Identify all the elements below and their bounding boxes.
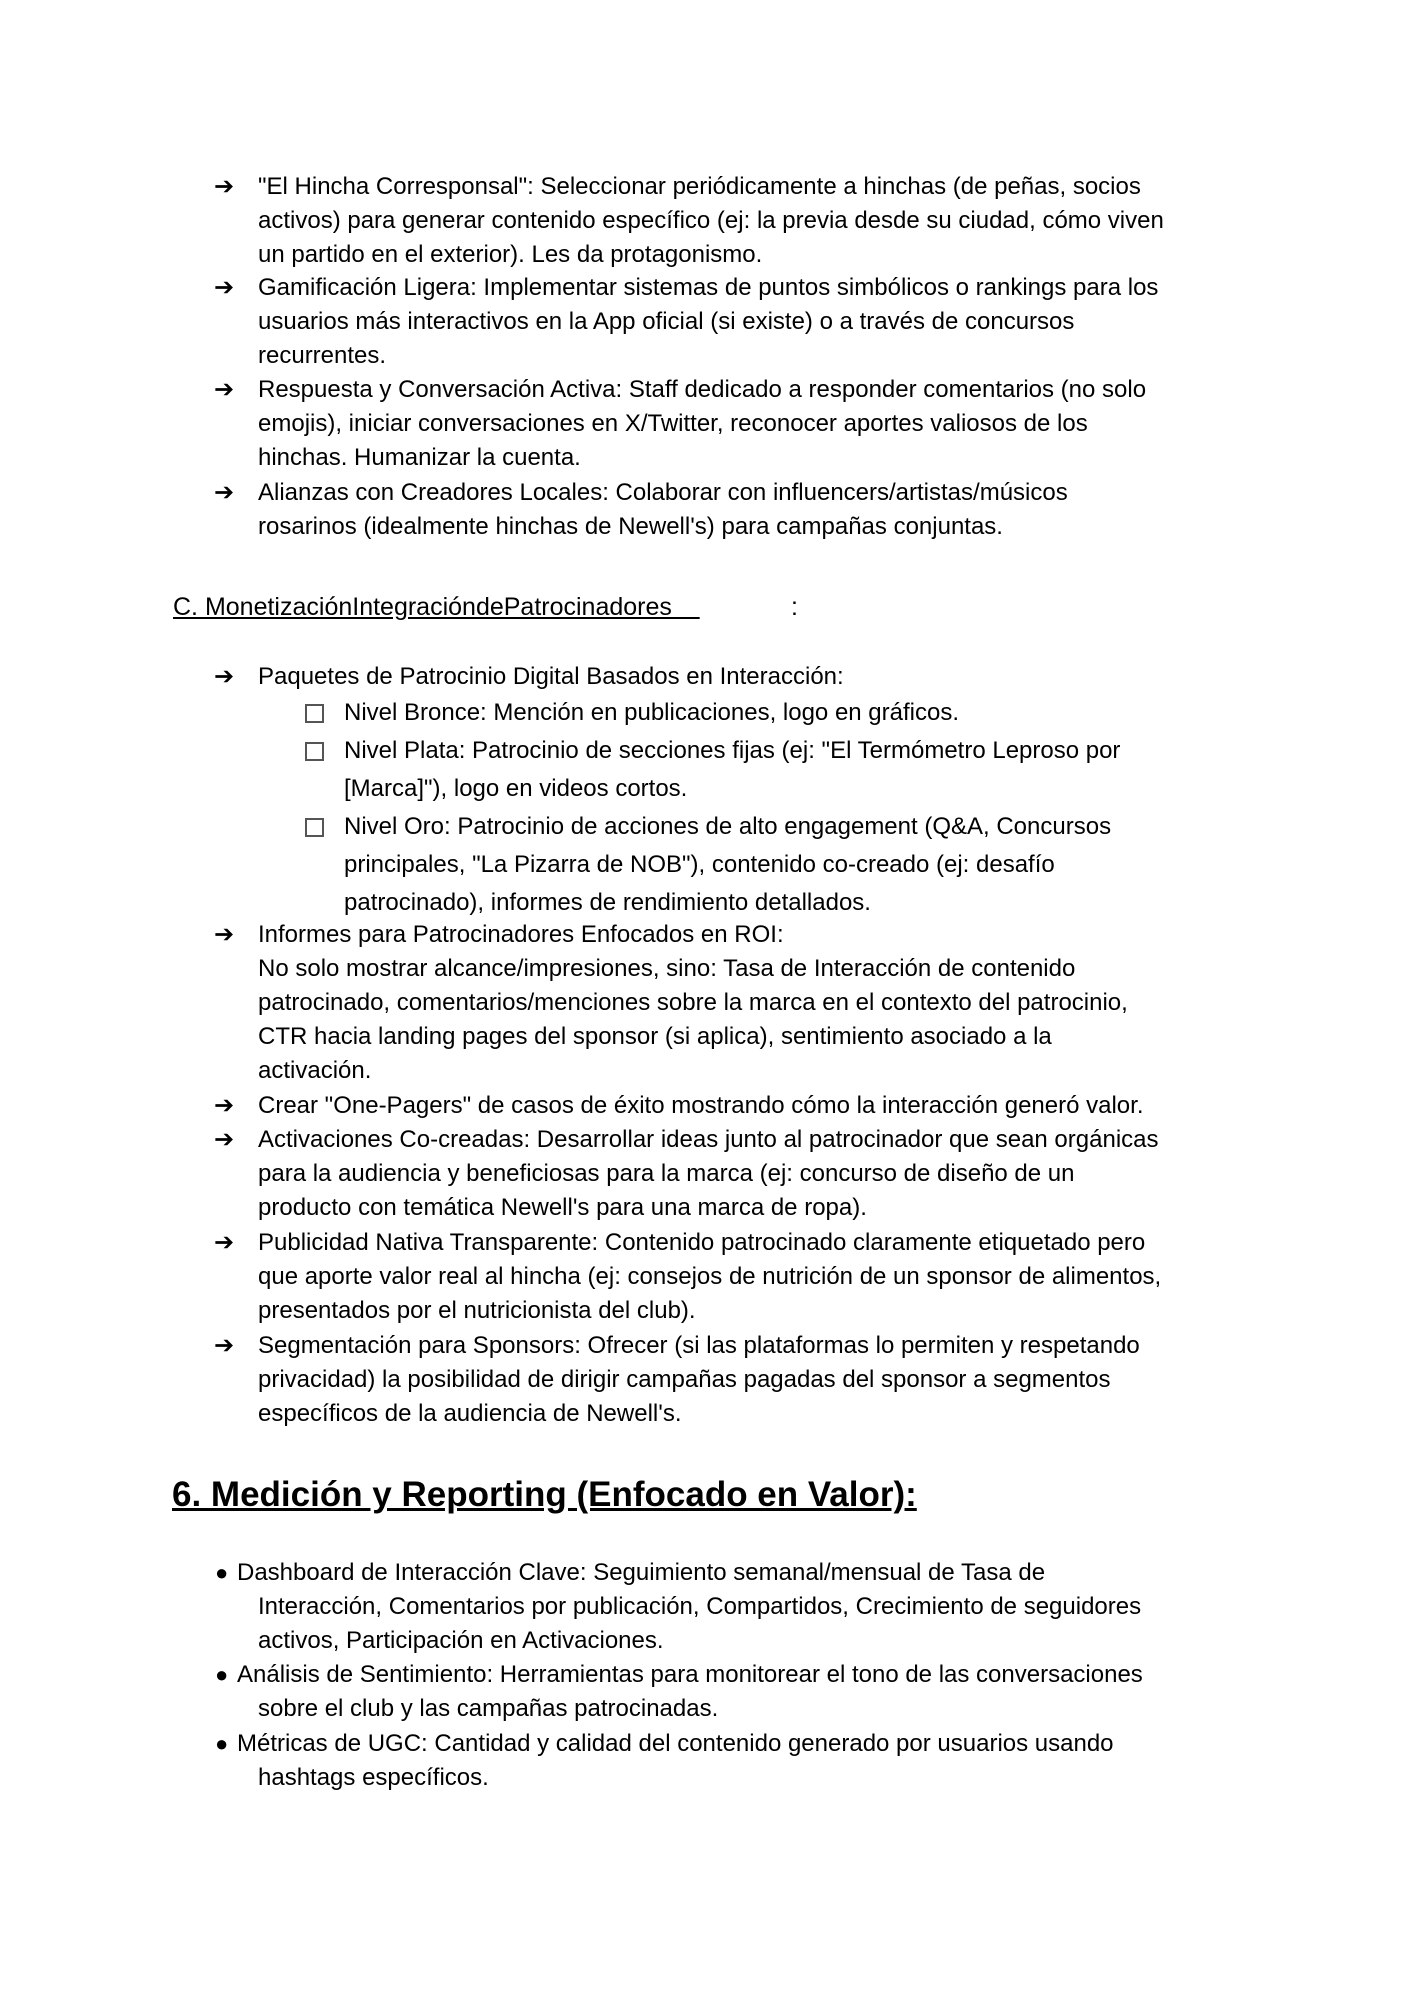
list-item: Publicidad Nativa Transparente: Contenido patrocinado claramente etiquetado pero que aporte valor real al hincha (ej: consejos de nutrición de un sponsor de alimentos, presentados por el nutricionista del club). [258, 1229, 1162, 1324]
list-item: Informes para Patrocinadores Enfocados en ROI: No solo mostrar alcance/impresiones, sino: Tasa de Interacción de contenido patrocinado, comentarios/menciones sobre la marca en el contexto del patrocinio, CTR hacia landing pages del sponsor (si aplica), sentimiento asociado a la activación. [258, 921, 1128, 1084]
arrow-icon: ➔ [214, 274, 235, 301]
arrow-icon: ➔ [214, 173, 235, 200]
checkbox-icon [305, 742, 324, 761]
list-item: Dashboard de Interacción Clave: Seguimiento semanal/mensual de Tasa de Interacción, Comentarios por publicación, Compartidos, Crecimiento de seguidores activos, Participación en Activaciones. [237, 1559, 1142, 1654]
list-item: Métricas de UGC: Cantidad y calidad del contenido generado por usuarios usando hashtags específicos. [237, 1730, 1114, 1791]
list-item: Activaciones Co-creadas: Desarrollar ideas junto al patrocinador que sean orgánicas para la audiencia y beneficiosas para la marca (ej: concurso de diseño de un producto con temática Newell's para una marca de ropa). [258, 1126, 1159, 1221]
arrow-icon: ➔ [214, 1332, 235, 1359]
package-bronce: Nivel Bronce: Mención en publicaciones, logo en gráficos. [344, 699, 960, 726]
package-oro: Nivel Oro: Patrocinio de acciones de alto engagement (Q&A, Concursos principales, "La Pizarra de NOB"), contenido co-creado (ej: desafío patrocinado), informes de rendimiento detallados. [344, 813, 1112, 916]
list-item: Alianzas con Creadores Locales: Colaborar con influencers/artistas/músicos rosarinos (idealmente hinchas de Newell's) para campañas conjuntas. [258, 479, 1068, 540]
list-item: Análisis de Sentimiento: Herramientas para monitorear el tono de las conversaciones sobre el club y las campañas patrocinadas. [237, 1661, 1143, 1722]
arrow-icon: ➔ [214, 1126, 235, 1153]
bullet-icon: ● [215, 1731, 229, 1756]
arrow-icon: ➔ [214, 376, 235, 403]
bullet-icon: ● [215, 1662, 229, 1687]
checkbox-icon [305, 704, 324, 723]
arrow-icon: ➔ [214, 1229, 235, 1256]
package-plata: Nivel Plata: Patrocinio de secciones fijas (ej: "El Termómetro Leproso por [Marca]"), logo en videos cortos. [344, 737, 1121, 802]
list-item: Segmentación para Sponsors: Ofrecer (si las plataformas lo permiten y respetando privacidad) la posibilidad de dirigir campañas pagadas del sponsor a segmentos específicos de la audiencia de Newell's. [258, 1332, 1140, 1427]
arrow-icon: ➔ [214, 1092, 235, 1119]
arrow-icon: ➔ [214, 921, 235, 948]
packages-intro: Paquetes de Patrocinio Digital Basados en Interacción: [258, 663, 844, 690]
bullet-icon: ● [215, 1560, 229, 1585]
arrow-icon: ➔ [214, 663, 235, 690]
section-c-colon: : [791, 593, 798, 621]
list-item: "El Hincha Corresponsal": Seleccionar periódicamente a hinchas (de peñas, socios activos) para generar contenido específico (ej: la previa desde su ciudad, cómo viven un partido en el exterior). Les da protagonismo. [258, 173, 1164, 268]
checkbox-icon [305, 818, 324, 837]
list-item: Gamificación Ligera: Implementar sistemas de puntos simbólicos o rankings para los usuarios más interactivos en la App oficial (si existe) o a través de concursos recurrentes. [258, 274, 1159, 369]
list-item: Crear "One-Pagers" de casos de éxito mostrando cómo la interacción generó valor. [258, 1092, 1144, 1119]
section-6-heading: 6. Medición y Reporting (Enfocado en Valor): [172, 1475, 917, 1514]
list-item: Respuesta y Conversación Activa: Staff dedicado a responder comentarios (no solo emojis), iniciar conversaciones en X/Twitter, reconocer aportes valiosos de los hinchas. Humanizar la cuenta. [258, 376, 1147, 471]
arrow-icon: ➔ [214, 479, 235, 506]
section-c-title: C. MonetizaciónIntegracióndePatrocinadores [173, 593, 700, 621]
